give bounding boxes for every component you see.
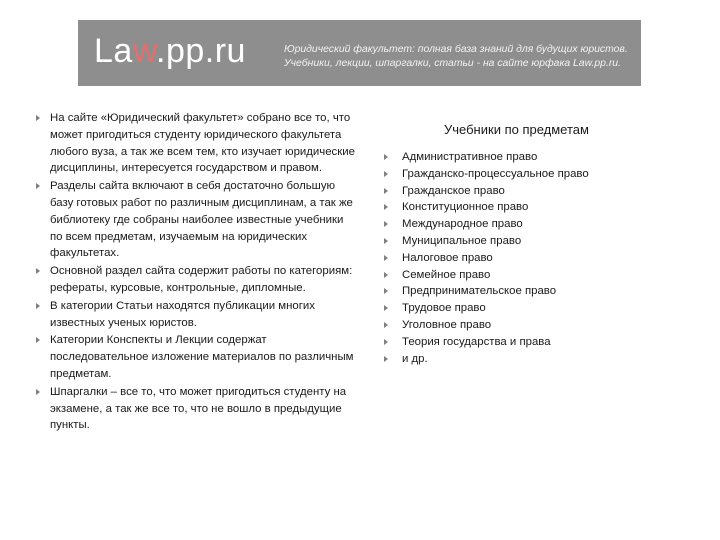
bullet-arrow-icon — [384, 204, 388, 210]
subject-item[interactable] — [384, 233, 704, 250]
subject-item[interactable] — [384, 216, 704, 233]
bullet-arrow-icon — [384, 188, 388, 194]
description-text: Категории Конспекты и Лекции содержат последовательное изложение материалов по различным предметам. — [50, 334, 354, 380]
bullet-arrow-icon — [384, 272, 388, 278]
logo-text-start: La — [94, 32, 133, 70]
site-description-list — [36, 110, 356, 435]
description-item — [36, 110, 356, 177]
subjects-list — [384, 149, 704, 367]
subject-item[interactable] — [384, 300, 704, 317]
bullet-arrow-icon — [384, 238, 388, 244]
bullet-arrow-icon — [384, 255, 388, 261]
bullet-arrow-icon — [384, 339, 388, 345]
subject-label: Предпринимательское право — [402, 285, 557, 298]
bullet-arrow-icon — [384, 288, 388, 294]
description-item — [36, 332, 356, 382]
logo-text-end: .pp.ru — [156, 32, 246, 70]
subject-label: Семейное право — [402, 268, 491, 281]
subject-item[interactable] — [384, 166, 704, 183]
bullet-arrow-icon — [384, 356, 388, 362]
subject-label: Международное право — [402, 218, 523, 231]
subject-item[interactable] — [384, 149, 704, 166]
description-item — [36, 263, 356, 297]
subject-label: Муниципальное право — [402, 234, 522, 247]
bullet-arrow-icon — [384, 171, 388, 177]
bullet-arrow-icon — [36, 389, 40, 395]
tagline-line-1: Юридический факультет: полная база знаний для будущих юристов. — [284, 44, 628, 55]
description-text: На сайте «Юридический факультет» собрано все то, что может пригодиться студенту юридического факультета любого вуза, а так же всем тем, кто изучает юридические дисциплины, интересуется государством и правом. — [50, 112, 355, 175]
subject-item[interactable] — [384, 317, 704, 334]
site-logo[interactable] — [94, 32, 246, 71]
logo-mark: w — [132, 32, 157, 70]
bullet-arrow-icon — [36, 303, 40, 309]
subject-item[interactable] — [384, 351, 704, 368]
subject-label: и др. — [402, 352, 428, 365]
tagline-line-2: Учебники, лекции, шпаргалки, статьи - на сайте юрфака Law.pp.ru. — [284, 58, 621, 69]
subject-label: Налоговое право — [402, 251, 493, 264]
bullet-arrow-icon — [384, 305, 388, 311]
subject-label: Гражданско-процессуальное право — [402, 167, 589, 180]
subject-label: Теория государства и права — [402, 335, 551, 348]
bullet-arrow-icon — [36, 115, 40, 121]
textbooks-section — [384, 121, 704, 367]
subject-item[interactable] — [384, 267, 704, 284]
subject-label: Уголовное право — [402, 318, 492, 331]
subject-item[interactable] — [384, 199, 704, 216]
subject-item[interactable] — [384, 334, 704, 351]
bullet-arrow-icon — [36, 337, 40, 343]
subject-item[interactable] — [384, 183, 704, 200]
subject-label: Конституционное право — [402, 201, 529, 214]
description-item — [36, 384, 356, 434]
description-text: В категории Статьи находятся публикации многих известных ученых юристов. — [50, 299, 315, 329]
subject-label: Гражданское право — [402, 184, 505, 197]
bullet-arrow-icon — [36, 183, 40, 189]
subject-label: Административное право — [402, 151, 538, 163]
bullet-arrow-icon — [36, 268, 40, 274]
subject-label: Трудовое право — [402, 302, 486, 315]
subject-item[interactable] — [384, 250, 704, 267]
description-text: Шпаргалки – все то, что может пригодиться студенту на экзамене, а так же все то, что не вошло в предыдущие пункты. — [50, 385, 347, 432]
description-item — [36, 298, 356, 332]
bullet-arrow-icon — [384, 154, 388, 160]
bullet-arrow-icon — [384, 221, 388, 227]
description-text: Основной раздел сайта содержит работы по категориям: рефераты, курсовые, контрольные, дипломные. — [50, 265, 353, 294]
textbooks-title: Учебники по предметам — [444, 122, 589, 137]
bullet-arrow-icon — [384, 322, 388, 328]
tagline — [284, 43, 634, 71]
subject-item[interactable] — [384, 283, 704, 300]
description-text: Разделы сайта включают в себя достаточно большую базу готовых работ по различным дисциплинам, а так же библиотеку где собраны наиболее известные учебники по всем предметам, изучаемым на юридических факультетах. — [50, 180, 353, 260]
header-banner — [78, 20, 641, 86]
description-item — [36, 178, 356, 262]
